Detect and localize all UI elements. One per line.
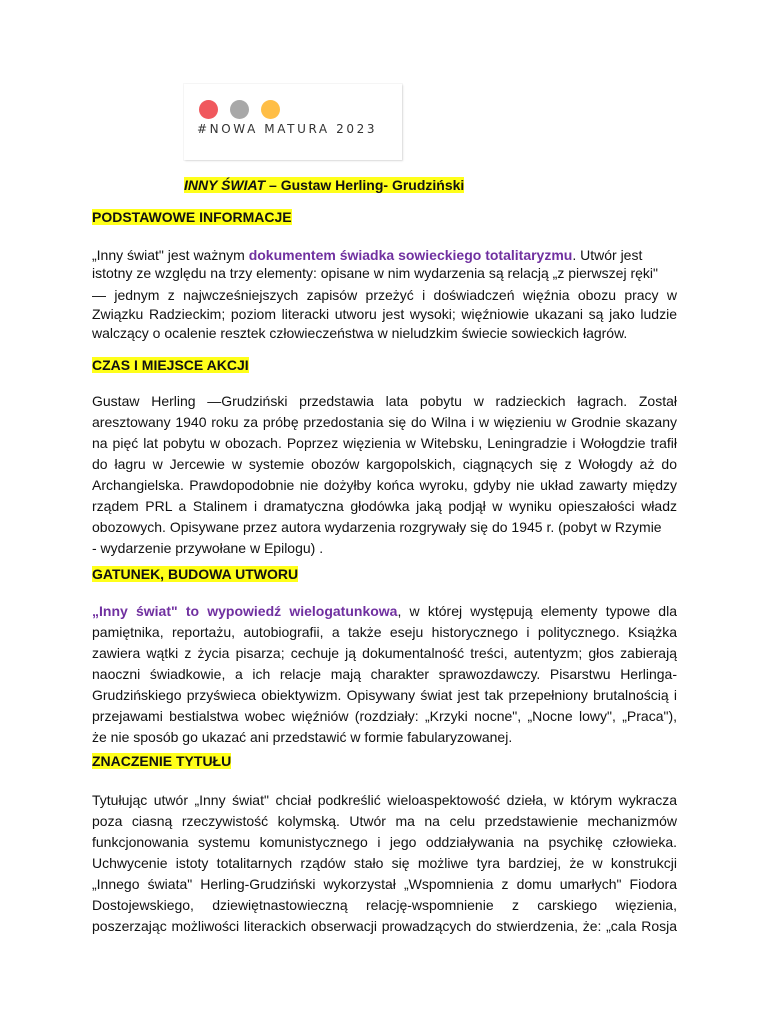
title-work: INNY ŚWIAT — [184, 177, 266, 193]
paragraph-line: na pięć lat pobytu w obozach. Poprzez więzienia w Witebsku, Leningradzie i Wołogdzie trafił — [92, 435, 677, 451]
paragraph-line: pamiętnika, reportażu, autobiografii, a także eseju historycznego i politycznego. Książka — [92, 624, 677, 640]
paragraph-line: Związku Radzieckim; poziom literacki utworu jest wysoki; więźniowie ukazani są jako ludzie — [92, 306, 677, 322]
logo-dot-red — [199, 100, 218, 119]
paragraph-line: poszerzając możliwości literackich obserwacji prowadzących do stwierdzenia, że: „cala Rosja — [92, 918, 677, 934]
paragraph-line: że nie sposób go ukazać ani przedstawić w formie fabularyzowanej. — [92, 729, 513, 745]
document-title — [184, 177, 464, 193]
emphasis-text: dokumentem świadka sowieckiego totalitaryzmu — [248, 247, 573, 263]
heading-gatunek: GATUNEK, BUDOWA UTWORU — [92, 566, 299, 582]
paragraph-line: „Innego świata" Herling-Grudziński wykorzystał „Wspomnienia z domu umarłych" Fiodora — [92, 876, 677, 892]
paragraph-line: Dostojewskiego, dziewiętnastowieczną relację-wspomnienie z carskiego więzienia, — [92, 897, 677, 913]
logo-dot-yellow — [261, 100, 280, 119]
paragraph-line: naoczni świadkowie, a ich relacje mają charakter sprawozdawczy. Pisarstwu Herlinga- — [92, 666, 677, 682]
logo-card — [184, 84, 402, 160]
title-highlight — [184, 177, 464, 193]
paragraph-line: poza ciasną rzeczywistość kolymską. Utwór ma na celu przedstawienie mechanizmów — [92, 813, 677, 829]
paragraph-line: aresztowany 1940 roku za próbę przedostania się do Wilna i w więzieniu w Grodnie skazany — [92, 414, 677, 430]
paragraph-line: Uchwycenie istoty totalitarnych rządów stało się możliwe tyra bardziej, że w konstrukcji — [92, 855, 677, 871]
paragraph-line: Gustaw Herling —Grudziński przedstawia lata pobytu w radzieckich łagrach. Został — [92, 393, 677, 409]
paragraph-line: - wydarzenie przywołane w Epilogu) . — [92, 540, 324, 556]
paragraph-line: zawiera wątki z życia pisarza; cechuje ją dokumentalność treści, autentyzm; głos zabierają — [92, 645, 677, 661]
paragraph-line: Grudzińskiego przyświeca obiektywizm. Opisywany świat jest tak przepełniony brutalnością i — [92, 687, 677, 703]
paragraph-line: Archangielska. Prawdopodobnie nie dożyłby końca wyroku, gdyby nie układ zawarty między — [92, 477, 677, 493]
paragraph-line: istotny ze względu na trzy elementy: opisane w nim wydarzenia są relacją „z pierwszej ręki" — [92, 265, 658, 281]
emphasis-text: „Inny świat" to wypowiedź wielogatunkowa — [92, 603, 398, 619]
paragraph-line: Tytułując utwór „Inny świat" chciał podkreślić wieloaspektowość dzieła, w którym wykracza — [92, 792, 677, 808]
logo-text: #NOWA MATURA 2023 — [197, 122, 378, 136]
paragraph-line: rządem PRL a Stalinem i dramatyczna głodówka jaką podjął w wyniku opieszałości władz — [92, 498, 677, 514]
paragraph-line: „Inny świat" jest ważnym dokumentem świadka sowieckiego totalitaryzmu. Utwór jest — [92, 247, 643, 263]
heading-czas: CZAS I MIEJSCE AKCJI — [92, 357, 249, 373]
paragraph-line: do łagru w Jercewie w systemie obozów kargopolskich, ciągnących się z Wołogdy aż do — [92, 456, 677, 472]
paragraph-line: walczący o ocalenie resztek człowieczeństwa w nieludzkim świecie sowieckich łagrów. — [92, 325, 628, 341]
paragraph-line: — jednym z najwcześniejszych zapisów przeżyć i doświadczeń więźnia obozu pracy w — [92, 287, 677, 303]
paragraph-line: przejawami bestialstwa wobec więźniów (rozdziały: „Krzyki nocne", „Nocne lowy", „Praca"), — [92, 708, 677, 724]
heading-podstawowe: PODSTAWOWE INFORMACJE — [92, 209, 292, 225]
paragraph-line: obozowych. Opisywane przez autora wydarzenia rozgrywały się do 1945 r. (pobyt w Rzymie — [92, 519, 662, 535]
title-author: – Gustaw Herling- Grudziński — [265, 177, 465, 193]
paragraph-line: funkcjonowania systemu komunistycznego i jego oddziaływania na psychikę człowieka. — [92, 834, 677, 850]
paragraph-line: „Inny świat" to wypowiedź wielogatunkowa, w której występują elementy typowe dla — [92, 603, 677, 619]
logo-dot-gray — [230, 100, 249, 119]
heading-znaczenie: ZNACZENIE TYTUŁU — [92, 753, 232, 769]
